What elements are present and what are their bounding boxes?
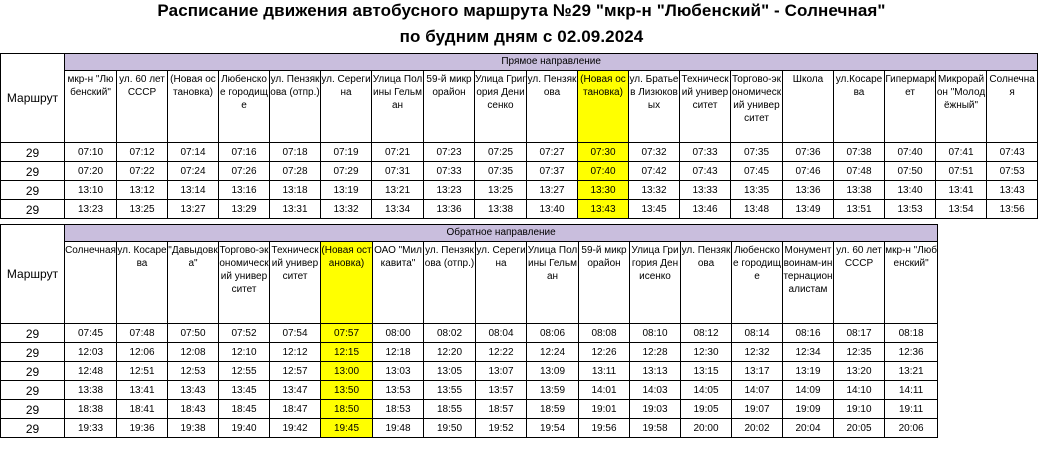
departure-time: 07:33 [680, 143, 731, 162]
stop-header: Торгово-экономический университет [219, 242, 270, 324]
departure-time: 07:28 [270, 162, 321, 181]
departure-time: 13:13 [630, 362, 681, 381]
forward-schedule-table [0, 53, 1038, 219]
table-row [1, 419, 938, 438]
stop-header: Технический университет [680, 71, 731, 143]
departure-time: 12:32 [732, 343, 783, 362]
departure-time: 13:25 [475, 181, 527, 200]
departure-time: 13:45 [219, 381, 270, 400]
departure-time: 14:10 [834, 381, 885, 400]
route-number: 29 [1, 343, 65, 362]
departure-time: 07:57 [321, 324, 373, 343]
stop-header: Школа [783, 71, 834, 143]
departure-time: 13:18 [270, 181, 321, 200]
table-row [1, 200, 1038, 219]
departure-time: 13:11 [579, 362, 630, 381]
departure-time: 13:45 [629, 200, 680, 219]
stop-header: ул. Братьев Лизюковых [629, 71, 680, 143]
departure-time: 12:57 [270, 362, 321, 381]
departure-time: 08:10 [630, 324, 681, 343]
stop-header: Любенское городище [219, 71, 270, 143]
stop-header: ОАО "Милкавита" [373, 242, 424, 324]
direction-label: Обратное направление [65, 225, 938, 242]
route-number: 29 [1, 200, 65, 219]
stop-header: ул. Пензякова (отпр.) [270, 71, 321, 143]
direction-label: Прямое направление [65, 54, 1038, 71]
departure-time: 13:41 [936, 181, 987, 200]
departure-time: 08:04 [476, 324, 527, 343]
departure-time: 07:43 [680, 162, 731, 181]
departure-time: 13:48 [731, 200, 783, 219]
table-row [1, 181, 1038, 200]
departure-time: 13:33 [680, 181, 731, 200]
departure-time: 08:17 [834, 324, 885, 343]
stop-header: Улица Полины Гельман [527, 242, 579, 324]
departure-time: 12:24 [527, 343, 579, 362]
departure-time: 07:31 [372, 162, 424, 181]
backward-schedule-table [0, 224, 938, 438]
departure-time: 07:48 [834, 162, 885, 181]
departure-time: 07:25 [475, 143, 527, 162]
route-number: 29 [1, 400, 65, 419]
departure-time: 13:03 [373, 362, 424, 381]
departure-time: 14:03 [630, 381, 681, 400]
stop-header: ул. Пензякова (отпр.) [424, 242, 476, 324]
departure-time: 12:06 [117, 343, 168, 362]
departure-time: 08:14 [732, 324, 783, 343]
stop-header: ул. 60 лет СССР [117, 71, 168, 143]
departure-time: 08:18 [885, 324, 938, 343]
departure-time: 13:57 [476, 381, 527, 400]
departure-time: 07:52 [219, 324, 270, 343]
departure-time: 07:20 [65, 162, 117, 181]
departure-time: 07:43 [987, 143, 1038, 162]
departure-time: 13:53 [373, 381, 424, 400]
departure-time: 07:18 [270, 143, 321, 162]
departure-time: 07:42 [629, 162, 680, 181]
departure-time: 07:30 [578, 143, 629, 162]
departure-time: 07:10 [65, 143, 117, 162]
table-row [1, 381, 938, 400]
stop-header: мкр-н "Любенский" [885, 242, 938, 324]
departure-time: 19:01 [579, 400, 630, 419]
departure-time: 07:37 [527, 162, 578, 181]
departure-time: 18:50 [321, 400, 373, 419]
departure-time: 12:34 [783, 343, 834, 362]
stop-header: Любенское городище [732, 242, 783, 324]
stop-header: Солнечная [65, 242, 117, 324]
departure-time: 07:24 [168, 162, 219, 181]
departure-time: 19:52 [476, 419, 527, 438]
stop-header: ул. Серегина [476, 242, 527, 324]
departure-time: 13:46 [680, 200, 731, 219]
departure-time: 14:05 [681, 381, 732, 400]
departure-time: 13:23 [65, 200, 117, 219]
departure-time: 13:36 [424, 200, 475, 219]
departure-time: 13:15 [681, 362, 732, 381]
departure-time: 13:16 [219, 181, 270, 200]
departure-time: 18:57 [476, 400, 527, 419]
departure-time: 13:31 [270, 200, 321, 219]
departure-time: 12:22 [476, 343, 527, 362]
departure-time: 13:20 [834, 362, 885, 381]
departure-time: 07:41 [936, 143, 987, 162]
departure-time: 07:46 [783, 162, 834, 181]
departure-time: 13:43 [987, 181, 1038, 200]
departure-time: 07:51 [936, 162, 987, 181]
departure-time: 07:45 [731, 162, 783, 181]
departure-time: 12:28 [630, 343, 681, 362]
departure-time: 07:38 [834, 143, 885, 162]
departure-time: 13:55 [424, 381, 476, 400]
departure-time: 07:53 [987, 162, 1038, 181]
route-number: 29 [1, 143, 65, 162]
departure-time: 07:40 [578, 162, 629, 181]
departure-time: 07:27 [527, 143, 578, 162]
departure-time: 19:10 [834, 400, 885, 419]
stop-header: (Новая остановка) [321, 242, 373, 324]
departure-time: 13:32 [629, 181, 680, 200]
departure-time: 19:38 [168, 419, 219, 438]
departure-time: 07:40 [885, 143, 936, 162]
departure-time: 19:42 [270, 419, 321, 438]
departure-time: 07:32 [629, 143, 680, 162]
departure-time: 13:40 [527, 200, 578, 219]
stop-header: 59-й микрорайон [579, 242, 630, 324]
departure-time: 07:45 [65, 324, 117, 343]
departure-time: 08:02 [424, 324, 476, 343]
departure-time: 19:56 [579, 419, 630, 438]
departure-time: 19:33 [65, 419, 117, 438]
stop-header: Улица Григория Денисенко [475, 71, 527, 143]
stop-header: Улица Григория Денисенко [630, 242, 681, 324]
departure-time: 18:38 [65, 400, 117, 419]
departure-time: 13:59 [527, 381, 579, 400]
departure-time: 12:35 [834, 343, 885, 362]
route-number: 29 [1, 324, 65, 343]
departure-time: 19:45 [321, 419, 373, 438]
departure-time: 18:53 [373, 400, 424, 419]
stop-header: ул. Серегина [321, 71, 372, 143]
stop-header: ул. Пензякова [681, 242, 732, 324]
table-row [1, 400, 938, 419]
departure-time: 13:32 [321, 200, 372, 219]
departure-time: 19:09 [783, 400, 834, 419]
stop-header: Технический университет [270, 242, 321, 324]
stop-header: Микрорайон "Молодёжный" [936, 71, 987, 143]
departure-time: 12:36 [885, 343, 938, 362]
stop-header: ул. 60 лет СССР [834, 242, 885, 324]
departure-time: 07:22 [117, 162, 168, 181]
departure-time: 13:10 [65, 181, 117, 200]
departure-time: 13:38 [475, 200, 527, 219]
table-row [1, 324, 938, 343]
stop-header: (Новая остановка) [578, 71, 629, 143]
departure-time: 19:11 [885, 400, 938, 419]
departure-time: 07:21 [372, 143, 424, 162]
stop-header: ул. Косарева [117, 242, 168, 324]
schedule-subtitle: по будним дням с 02.09.2024 [399, 27, 644, 46]
schedule-title: Расписание движения автобусного маршрута №29 "мкр-н "Любенский" - Солнечная" [157, 1, 886, 20]
departure-time: 12:08 [168, 343, 219, 362]
departure-time: 13:34 [372, 200, 424, 219]
departure-time: 13:19 [783, 362, 834, 381]
departure-time: 18:47 [270, 400, 321, 419]
departure-time: 12:15 [321, 343, 373, 362]
departure-time: 14:11 [885, 381, 938, 400]
departure-time: 12:53 [168, 362, 219, 381]
departure-time: 18:43 [168, 400, 219, 419]
departure-time: 12:18 [373, 343, 424, 362]
departure-time: 13:40 [885, 181, 936, 200]
stop-header: мкр-н "Любенский" [65, 71, 117, 143]
departure-time: 14:01 [579, 381, 630, 400]
route-number: 29 [1, 162, 65, 181]
departure-time: 08:06 [527, 324, 579, 343]
departure-time: 13:41 [117, 381, 168, 400]
departure-time: 07:14 [168, 143, 219, 162]
stop-header: Гипермаркет [885, 71, 936, 143]
stop-header: 59-й микрорайон [424, 71, 475, 143]
departure-time: 13:47 [270, 381, 321, 400]
departure-time: 19:50 [424, 419, 476, 438]
departure-time: 13:00 [321, 362, 373, 381]
table-row [1, 343, 938, 362]
departure-time: 14:07 [732, 381, 783, 400]
departure-time: 08:12 [681, 324, 732, 343]
departure-time: 07:12 [117, 143, 168, 162]
departure-time: 19:05 [681, 400, 732, 419]
departure-time: 07:33 [424, 162, 475, 181]
stop-header: ул. Пензякова [527, 71, 578, 143]
route-header: Маршрут [1, 54, 65, 143]
route-number: 29 [1, 419, 65, 438]
departure-time: 19:03 [630, 400, 681, 419]
departure-time: 13:17 [732, 362, 783, 381]
departure-time: 19:48 [373, 419, 424, 438]
departure-time: 20:00 [681, 419, 732, 438]
departure-time: 12:26 [579, 343, 630, 362]
departure-time: 19:58 [630, 419, 681, 438]
departure-time: 13:49 [783, 200, 834, 219]
departure-time: 12:10 [219, 343, 270, 362]
route-header: Маршрут [1, 225, 65, 324]
departure-time: 13:43 [168, 381, 219, 400]
stop-header: "Давыдовка" [168, 242, 219, 324]
departure-time: 13:38 [834, 181, 885, 200]
departure-time: 13:54 [936, 200, 987, 219]
departure-time: 07:23 [424, 143, 475, 162]
departure-time: 13:19 [321, 181, 372, 200]
departure-time: 13:35 [731, 181, 783, 200]
route-number: 29 [1, 181, 65, 200]
departure-time: 20:05 [834, 419, 885, 438]
departure-time: 13:51 [834, 200, 885, 219]
stop-header: Монумент воинам-интернационалистам [783, 242, 834, 324]
departure-time: 20:02 [732, 419, 783, 438]
departure-time: 08:16 [783, 324, 834, 343]
departure-time: 12:12 [270, 343, 321, 362]
departure-time: 07:36 [783, 143, 834, 162]
departure-time: 13:27 [527, 181, 578, 200]
departure-time: 07:16 [219, 143, 270, 162]
table-row [1, 162, 1038, 181]
stop-header: Торгово-экономический университет [731, 71, 783, 143]
departure-time: 13:05 [424, 362, 476, 381]
departure-time: 07:35 [731, 143, 783, 162]
departure-time: 12:20 [424, 343, 476, 362]
departure-time: 13:36 [783, 181, 834, 200]
departure-time: 19:07 [732, 400, 783, 419]
departure-time: 07:54 [270, 324, 321, 343]
departure-time: 13:07 [476, 362, 527, 381]
route-number: 29 [1, 381, 65, 400]
departure-time: 12:55 [219, 362, 270, 381]
departure-time: 13:50 [321, 381, 373, 400]
departure-time: 13:09 [527, 362, 579, 381]
stop-header: ул.Косарева [834, 71, 885, 143]
departure-time: 13:38 [65, 381, 117, 400]
departure-time: 13:25 [117, 200, 168, 219]
departure-time: 13:53 [885, 200, 936, 219]
departure-time: 12:51 [117, 362, 168, 381]
departure-time: 07:26 [219, 162, 270, 181]
departure-time: 18:59 [527, 400, 579, 419]
departure-time: 08:00 [373, 324, 424, 343]
table-row [1, 143, 1038, 162]
departure-time: 13:27 [168, 200, 219, 219]
departure-time: 07:50 [168, 324, 219, 343]
route-number: 29 [1, 362, 65, 381]
departure-time: 07:35 [475, 162, 527, 181]
departure-time: 07:50 [885, 162, 936, 181]
departure-time: 13:21 [372, 181, 424, 200]
departure-time: 08:08 [579, 324, 630, 343]
departure-time: 12:30 [681, 343, 732, 362]
stop-header: Улица Полины Гельман [372, 71, 424, 143]
stop-header: (Новая остановка) [168, 71, 219, 143]
departure-time: 13:23 [424, 181, 475, 200]
departure-time: 19:54 [527, 419, 579, 438]
departure-time: 13:43 [578, 200, 629, 219]
departure-time: 07:29 [321, 162, 372, 181]
stop-header: Солнечная [987, 71, 1038, 143]
departure-time: 20:06 [885, 419, 938, 438]
departure-time: 13:14 [168, 181, 219, 200]
departure-time: 19:36 [117, 419, 168, 438]
departure-time: 19:40 [219, 419, 270, 438]
departure-time: 18:55 [424, 400, 476, 419]
departure-time: 07:48 [117, 324, 168, 343]
departure-time: 18:45 [219, 400, 270, 419]
table-row [1, 362, 938, 381]
departure-time: 13:12 [117, 181, 168, 200]
departure-time: 13:21 [885, 362, 938, 381]
departure-time: 13:56 [987, 200, 1038, 219]
departure-time: 13:30 [578, 181, 629, 200]
departure-time: 18:41 [117, 400, 168, 419]
departure-time: 20:04 [783, 419, 834, 438]
departure-time: 12:03 [65, 343, 117, 362]
departure-time: 13:29 [219, 200, 270, 219]
departure-time: 12:48 [65, 362, 117, 381]
departure-time: 14:09 [783, 381, 834, 400]
departure-time: 07:19 [321, 143, 372, 162]
